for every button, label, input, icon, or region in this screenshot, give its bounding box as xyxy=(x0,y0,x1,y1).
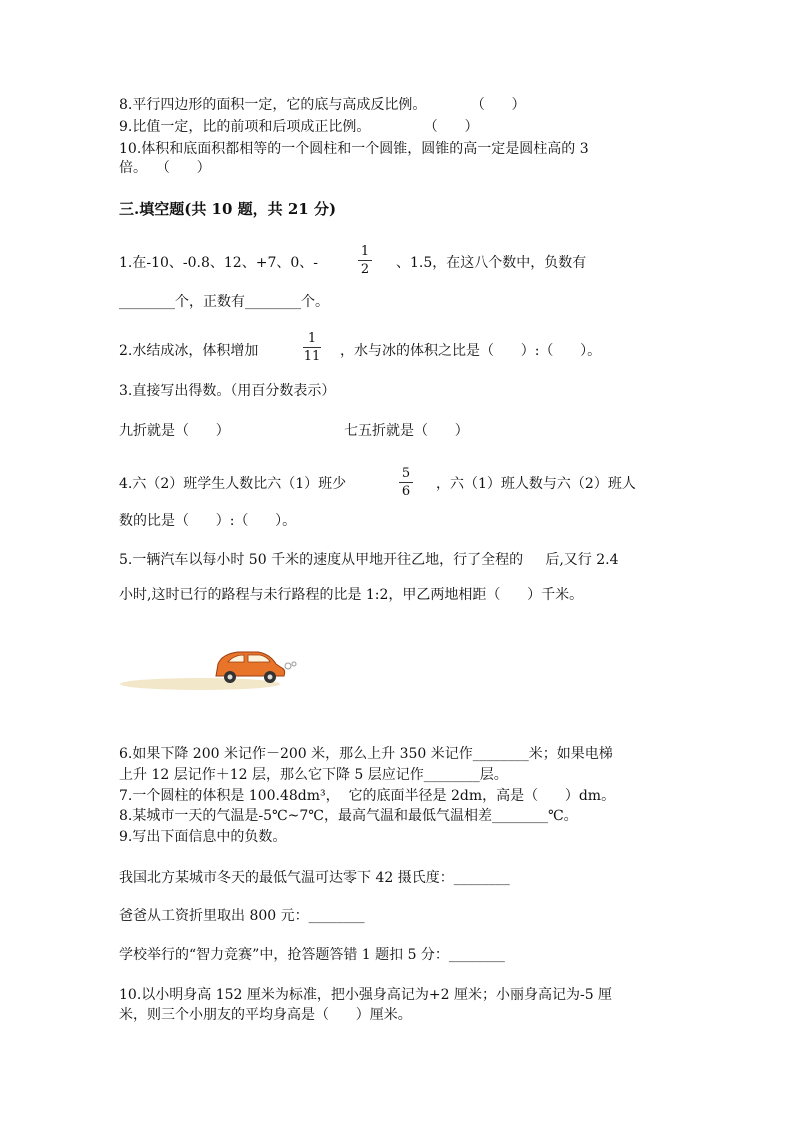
fraction-denominator: 11 xyxy=(303,349,321,364)
fill-q6-line2: 上升 12 层记作＋12 层，那么它下降 5 层应记作________层。 xyxy=(119,767,508,783)
section-heading: 三.填空题(共 10 题，共 21 分) xyxy=(119,200,337,218)
fill-q7: 7.一个圆柱的体积是 100.48dm³， 它的底面半径是 2dm，高是（ ）dm。 xyxy=(119,788,616,804)
fraction-one-eleventh xyxy=(303,331,321,364)
fill-q5-line2: 小时,这时已行的路程与未行路程的比是 1:2，甲乙两地相距（ ）千米。 xyxy=(119,587,584,603)
tf-question-8: 8.平行四边形的面积一定，它的底与高成反比例。 （ ） xyxy=(119,97,526,113)
fill-q5-line1: 5.一辆汽车以每小时 50 千米的速度从甲地开往乙地，行了全程的 后,又行 2.4 xyxy=(119,552,619,568)
exhaust-puff xyxy=(292,662,296,666)
exhaust-puff xyxy=(285,663,291,669)
car-illustration xyxy=(118,640,298,696)
road-shadow xyxy=(120,678,280,690)
fraction-bar xyxy=(303,347,321,348)
fill-q8: 8.某城市一天的气温是-5℃~7℃，最高气温和最低气温相差________℃。 xyxy=(119,808,578,824)
fill-q9: 9.写出下面信息中的负数。 xyxy=(119,829,287,845)
fill-q6-line1: 6.如果下降 200 米记作－200 米，那么上升 350 米记作________米；如果电梯 xyxy=(119,746,613,762)
fraction-denominator: 6 xyxy=(401,484,411,499)
fraction-numerator: 1 xyxy=(360,244,370,259)
fill-q9-item-2: 爸爸从工资折里取出 800 元：________ xyxy=(119,908,365,924)
fill-q3-left: 九折就是（ ） xyxy=(119,423,230,439)
fraction-numerator: 1 xyxy=(307,331,317,346)
tf-question-10-line2: 倍。 （ ） xyxy=(119,160,211,176)
tf-question-10-line1: 10.体积和底面积都相等的一个圆柱和一个圆锥，圆锥的高一定是圆柱高的 3 xyxy=(119,141,589,157)
fraction-five-sixths xyxy=(399,466,413,499)
fraction-bar xyxy=(358,260,372,261)
fill-q4-text-start: 4.六（2）班学生人数比六（1）班少 xyxy=(119,476,347,492)
fraction-denominator: 2 xyxy=(360,262,370,277)
car-hubcap xyxy=(228,675,233,680)
car-hubcap xyxy=(268,675,273,680)
fill-q4-line2: 数的比是（ ）:（ ）。 xyxy=(119,513,297,529)
fill-q2-text-end: ，水与冰的体积之比是（ ）:（ ）。 xyxy=(340,343,602,359)
fill-q10-line2: 米，则三个小朋友的平均身高是（ ）厘米。 xyxy=(119,1007,412,1023)
tf-question-9: 9.比值一定，比的前项和后项成正比例。 （ ） xyxy=(119,119,479,135)
fraction-numerator: 5 xyxy=(401,466,411,481)
fill-q2-text-start: 2.水结成冰，体积增加 xyxy=(119,343,259,359)
fraction-one-half xyxy=(358,244,372,277)
fill-q9-item-1: 我国北方某城市冬天的最低气温可达零下 42 摄氏度：________ xyxy=(119,870,510,886)
fill-q4-text-end: ，六（1）班人数与六（2）班人 xyxy=(436,476,636,492)
fill-q1-text-end: 、1.5，在这八个数中，负数有 xyxy=(396,255,587,271)
fill-q10-line1: 10.以小明身高 152 厘米为标准，把小强身高记为+2 厘米；小丽身高记为-5 厘 xyxy=(119,987,613,1003)
fill-q1-line2: ________个，正数有________个。 xyxy=(119,294,329,310)
fill-q3-right: 七五折就是（ ） xyxy=(344,423,469,439)
fill-q9-item-3: 学校举行的“智力竞赛”中，抢答题答错 1 题扣 5 分：________ xyxy=(119,947,505,963)
fraction-bar xyxy=(399,482,413,483)
fill-q1-text-start: 1.在-10、-0.8、12、+7、0、- xyxy=(119,255,318,271)
fill-q3: 3.直接写出得数。（用百分数表示） xyxy=(119,383,336,399)
